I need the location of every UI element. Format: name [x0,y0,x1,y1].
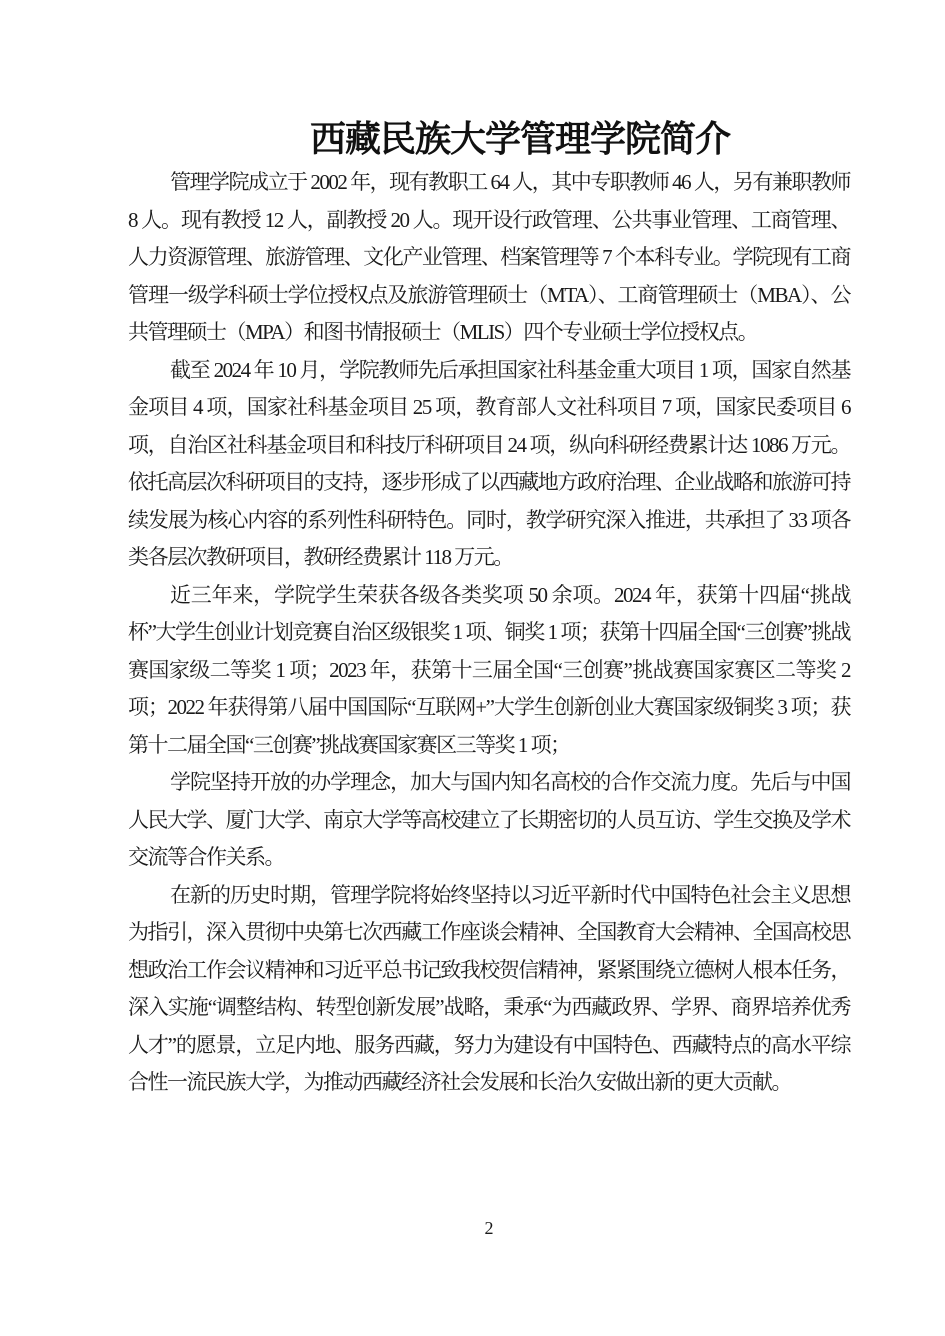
page-footer [128,1218,850,1239]
paragraph-vision: 在新的历史时期，管理学院将始终坚持以习近平新时代中国特色社会主义思想为指引，深入贯彻中央第七次西藏工作座谈会精神、全国教育大会精神、全国高校思想政治工作会议精神和习近平总书记致我校贺信精神，紧紧围绕立德树人根本任务，深入实施“调整结构、转型创新发展”战略，秉承“为西藏政界、学界、商界培养优秀人才”的愿景，立足内地、服务西藏，努力为建设有中国特色、西藏特点的高水平综合性一流民族大学，为推动西藏经济社会发展和长治久安做出新的更大贡献。 [128,882,850,1094]
paragraph-cooperation: 学院坚持开放的办学理念，加大与国内知名高校的合作交流力度。先后与中国人民大学、厦门大学、南京大学等高校建立了长期密切的人员互访、学生交换及学术交流等合作关系。 [128,770,850,869]
paragraph-overview: 管理学院成立于 2002 年，现有教职工 64 人，其中专职教师 46 人，另有兼职教师 8 人。现有教授 12 人，副教授 20 人。现开设行政管理、公共事业管理、工商管理、人力资源管理、旅游管理、文化产业管理、档案管理等 7 个本科专业。学院现有工商管理一级学科硕士学位授权点及旅游管理硕士（MTA）、工商管理硕士（MBA）、公共管理硕士（MPA）和图书情报硕士（MLIS）四个专业硕士学位授权点。 [128,170,850,344]
page-number: 2 [484,1218,494,1238]
document-body [128,164,850,1102]
paragraph-research: 截至 2024 年 10 月，学院教师先后承担国家社科基金重大项目 1 项，国家自然基金项目 4 项，国家社科基金项目 25 项，教育部人文社科项目 7 项，国家民委项目 6 项，自治区社科基金项目和科技厅科研项目 24 项，纵向科研经费累计达 1086 万元。依托高层次科研项目的支持，逐步形成了以西藏地方政府治理、企业战略和旅游可持续发展为核心内容的系列性科研特色。同时，教学研究深入推进，共承担了 33 项各类各层次教研项目，教研经费累计 118 万元。 [128,357,850,569]
paragraph-student-awards: 近三年来，学院学生荣获各级各类奖项 50 余项。2024 年，获第十四届“挑战杯”大学生创业计划竞赛自治区级银奖 1 项、铜奖 1 项；获第十四届全国“三创赛”挑战赛国家级二等奖 1 项；2023 年，获第十三届全国“三创赛”挑战赛国家赛区二等奖 2 项；2022 年获得第八届中国国际“互联网+”大学生创新创业大赛国家级铜奖 3 项；获第十二届全国“三创赛”挑战赛国家赛区三等奖 1 项； [128,582,850,757]
page-title: 西藏民族大学管理学院简介 [309,119,730,159]
